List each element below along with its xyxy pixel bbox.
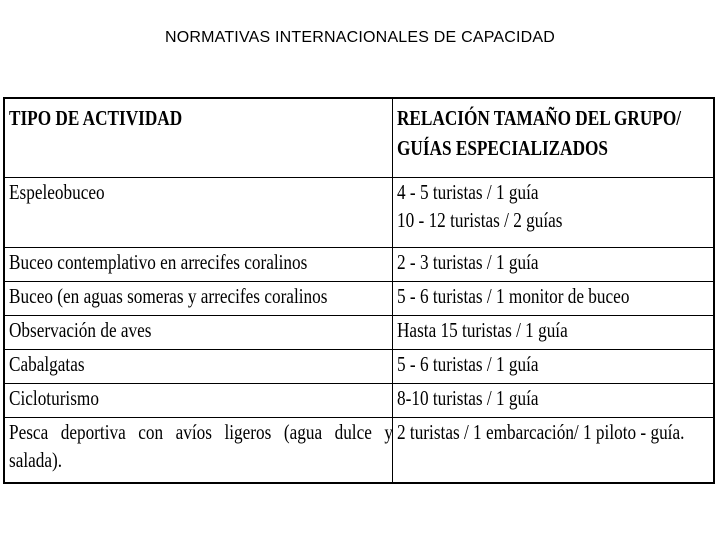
- header-ratio: [392, 98, 714, 178]
- activity-label-line1: Pesca deportiva con avíos ligeros (agua dulce y: [9, 420, 394, 444]
- activity-cell: [4, 248, 392, 282]
- header-activity-label: TIPO DE ACTIVIDAD: [9, 106, 183, 130]
- ratio-cell: [392, 350, 714, 384]
- activity-label: Buceo (en aguas someras y arrecifes coralinos: [9, 284, 328, 308]
- activity-label: Cabalgatas: [9, 352, 85, 376]
- header-activity: [4, 98, 392, 178]
- ratio-label: 10 - 12 turistas / 2 guías: [396, 208, 562, 232]
- ratio-cell: [392, 178, 714, 248]
- table-row: [4, 384, 714, 418]
- capacity-table: [3, 97, 715, 484]
- activity-cell: [4, 282, 392, 316]
- ratio-cell: [392, 282, 714, 316]
- table-header-row: [4, 98, 714, 178]
- ratio-label: 5 - 6 turistas / 1 guía: [396, 352, 539, 376]
- activity-label: Observación de aves: [9, 318, 152, 342]
- activity-label: Buceo contemplativo en arrecifes coralinos: [9, 250, 308, 274]
- ratio-label: 2 turistas / 1 embarcación/ 1 piloto - guía.: [396, 420, 684, 444]
- ratio-label: 8-10 turistas / 1 guía: [396, 386, 539, 410]
- ratio-cell: [392, 418, 714, 484]
- table-row: [4, 418, 714, 484]
- ratio-label: Hasta 15 turistas / 1 guía: [396, 318, 568, 342]
- table-row: [4, 350, 714, 384]
- table-row: [4, 248, 714, 282]
- table-row: [4, 282, 714, 316]
- ratio-cell: [392, 316, 714, 350]
- activity-cell: [4, 418, 392, 484]
- ratio-label: 4 - 5 turistas / 1 guía: [396, 180, 539, 204]
- activity-cell: [4, 316, 392, 350]
- page-title: NORMATIVAS INTERNACIONALES DE CAPACIDAD: [164, 29, 556, 46]
- activity-label: Cicloturismo: [9, 386, 99, 410]
- table-row: [4, 178, 714, 248]
- header-ratio-label-line1: RELACIÓN TAMAÑO DEL GRUPO/: [396, 106, 681, 130]
- ratio-label: 2 - 3 turistas / 1 guía: [396, 250, 539, 274]
- activity-cell: [4, 178, 392, 248]
- table-row: [4, 316, 714, 350]
- activity-cell: [4, 350, 392, 384]
- activity-label: Espeleobuceo: [9, 180, 105, 204]
- capacity-table-container: [3, 97, 713, 502]
- activity-cell: [4, 384, 392, 418]
- ratio-label: 5 - 6 turistas / 1 monitor de buceo: [396, 284, 629, 308]
- ratio-cell: [392, 384, 714, 418]
- ratio-cell: [392, 248, 714, 282]
- activity-label-line2: salada).: [9, 448, 63, 472]
- header-ratio-label-line2: GUÍAS ESPECIALIZADOS: [396, 136, 608, 160]
